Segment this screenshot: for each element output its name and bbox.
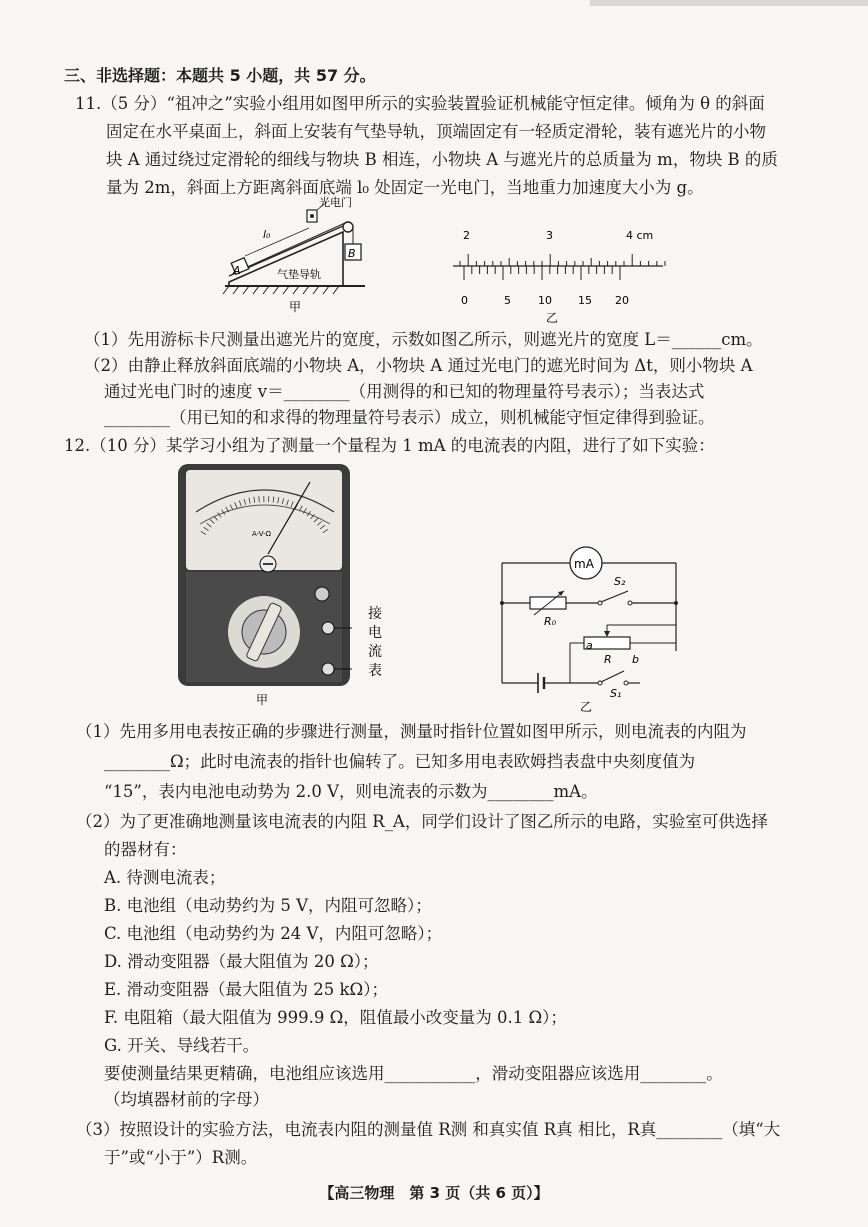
q12-p3-line-2: 于”或“小于”）R测。 xyxy=(104,1148,258,1167)
q12-p1-line-1: （1）先用多用电表按正确的步骤进行测量，测量时指针位置如图甲所示，则电流表的内阻为 xyxy=(76,722,747,741)
q12-p2-tail-2: （均填器材前的字母） xyxy=(104,1090,269,1109)
q11-line-1: 11.（5 分）“祖冲之”实验小组用如图甲所示的实验装置验证机械能守恒定律。倾角为 θ 的斜面 xyxy=(75,94,765,113)
r0-label: R₀ xyxy=(544,615,557,628)
q11-line-2: 固定在水平桌面上，斜面上安装有气垫导轨，顶端固定有一轻质定滑轮，装有遮光片的小物 xyxy=(106,122,766,141)
s1-label: S₁ xyxy=(610,687,622,700)
vernier-label-20: 20 xyxy=(615,294,629,307)
main-label-3: 3 xyxy=(546,229,553,242)
ma-label: mA xyxy=(574,557,594,571)
section-title: 三、非选择题：本题共 5 小题，共 57 分。 xyxy=(64,66,376,85)
option-f: F. 电阻箱（最大阻值为 999.9 Ω，阻值最小改变量为 0.1 Ω）； xyxy=(104,1008,567,1027)
figure-incline xyxy=(215,194,375,322)
main-label-4cm: 4 cm xyxy=(626,229,654,242)
side-label-3: 流 xyxy=(368,644,382,660)
option-e: E. 滑动变阻器（最大阻值为 25 kΩ）； xyxy=(104,980,388,999)
block-a-label: A xyxy=(233,264,241,277)
circuit-caption: 乙 xyxy=(580,700,593,714)
block-b-label: B xyxy=(348,247,356,260)
l0-label: l₀ xyxy=(263,228,271,241)
q12-p2-tail-1: 要使测量结果更精确，电池组应该选用___________，滑动变阻器应该选用________。 xyxy=(104,1064,723,1083)
scan-shadow xyxy=(590,0,868,6)
page-footer: 【高三物理 第 3 页（共 6 页）】 xyxy=(319,1184,549,1202)
option-g: G. 开关、导线若干。 xyxy=(104,1036,260,1055)
r-label: R xyxy=(604,653,612,666)
q11-sub-1: （1）先用游标卡尺测量出遮光片的宽度，示数如图乙所示，则遮光片的宽度 L＝______cm。 xyxy=(84,330,763,349)
vernier-label-10: 10 xyxy=(538,294,552,307)
s2-label: S₂ xyxy=(614,575,626,588)
q12-p1-line-3: “15”，表内电池电动势为 2.0 V，则电流表的示数为________mA。 xyxy=(104,782,598,801)
figure-circuit xyxy=(490,545,690,715)
side-label-4: 表 xyxy=(368,663,382,679)
meter-caption: 甲 xyxy=(256,693,269,707)
vernier-label-15: 15 xyxy=(578,294,592,307)
b-label: b xyxy=(632,653,639,666)
option-d: D. 滑动变阻器（最大阻值为 20 Ω）； xyxy=(104,952,379,971)
q12-p1-line-2: ________Ω；此时电流表的指针也偏转了。已知多用电表欧姆挡表盘中央刻度值为 xyxy=(104,752,696,771)
q12-p2-line-1: （2）为了更准确地测量该电流表的内阻 R_A，同学们设计了图乙所示的电路，实验室可供选择 xyxy=(76,812,768,831)
figure-multimeter xyxy=(172,462,402,712)
q11-sub-4: ________（用已知的和求得的物理量符号表示）成立，则机械能守恒定律得到验证。 xyxy=(104,408,715,427)
q12-intro: 12.（10 分）某学习小组为了测量一个量程为 1 mA 的电流表的内阻，进行了如下实验： xyxy=(64,436,715,455)
scale-text: A-V-Ω xyxy=(252,530,272,538)
q11-line-4: 量为 2m，斜面上方距离斜面底端 l₀ 处固定一光电门，当地重力加速度大小为 g。 xyxy=(106,178,704,197)
a-label: a xyxy=(586,639,593,652)
option-c: C. 电池组（电动势约为 24 V，内阻可忽略）； xyxy=(104,924,443,943)
rail-label: 气垫导轨 xyxy=(277,268,321,281)
vernier-label-0: 0 xyxy=(461,294,468,307)
side-label-2: 电 xyxy=(368,625,382,641)
gate-label: 光电门 xyxy=(319,196,352,209)
figure-jia-caption: 甲 xyxy=(289,300,302,314)
figure-vernier xyxy=(448,226,673,326)
figure-yi-caption: 乙 xyxy=(546,311,559,325)
q11-sub-2: （2）由静止释放斜面底端的小物块 A，小物块 A 通过光电门的遮光时间为 Δt，则小物块 A xyxy=(84,356,753,375)
q12-p3-line-1: （3）按照设计的实验方法，电流表内阻的测量值 R测 和真实值 R真 相比，R真________（填“大 xyxy=(76,1120,781,1139)
q12-p2-line-2: 的器材有： xyxy=(104,840,187,859)
option-b: B. 电池组（电动势约为 5 V，内阻可忽略）； xyxy=(104,896,432,915)
main-label-2: 2 xyxy=(463,229,470,242)
q11-line-3: 块 A 通过绕过定滑轮的细线与物块 B 相连，小物块 A 与遮光片的总质量为 m，物块 B 的质 xyxy=(106,150,778,169)
q11-sub-3: 通过光电门时的速度 v＝________（用测得的和已知的物理量符号表示）；当表达式 xyxy=(104,382,705,401)
side-label-1: 接 xyxy=(368,606,382,622)
vernier-label-5: 5 xyxy=(504,294,511,307)
option-a: A. 待测电流表； xyxy=(104,868,226,887)
